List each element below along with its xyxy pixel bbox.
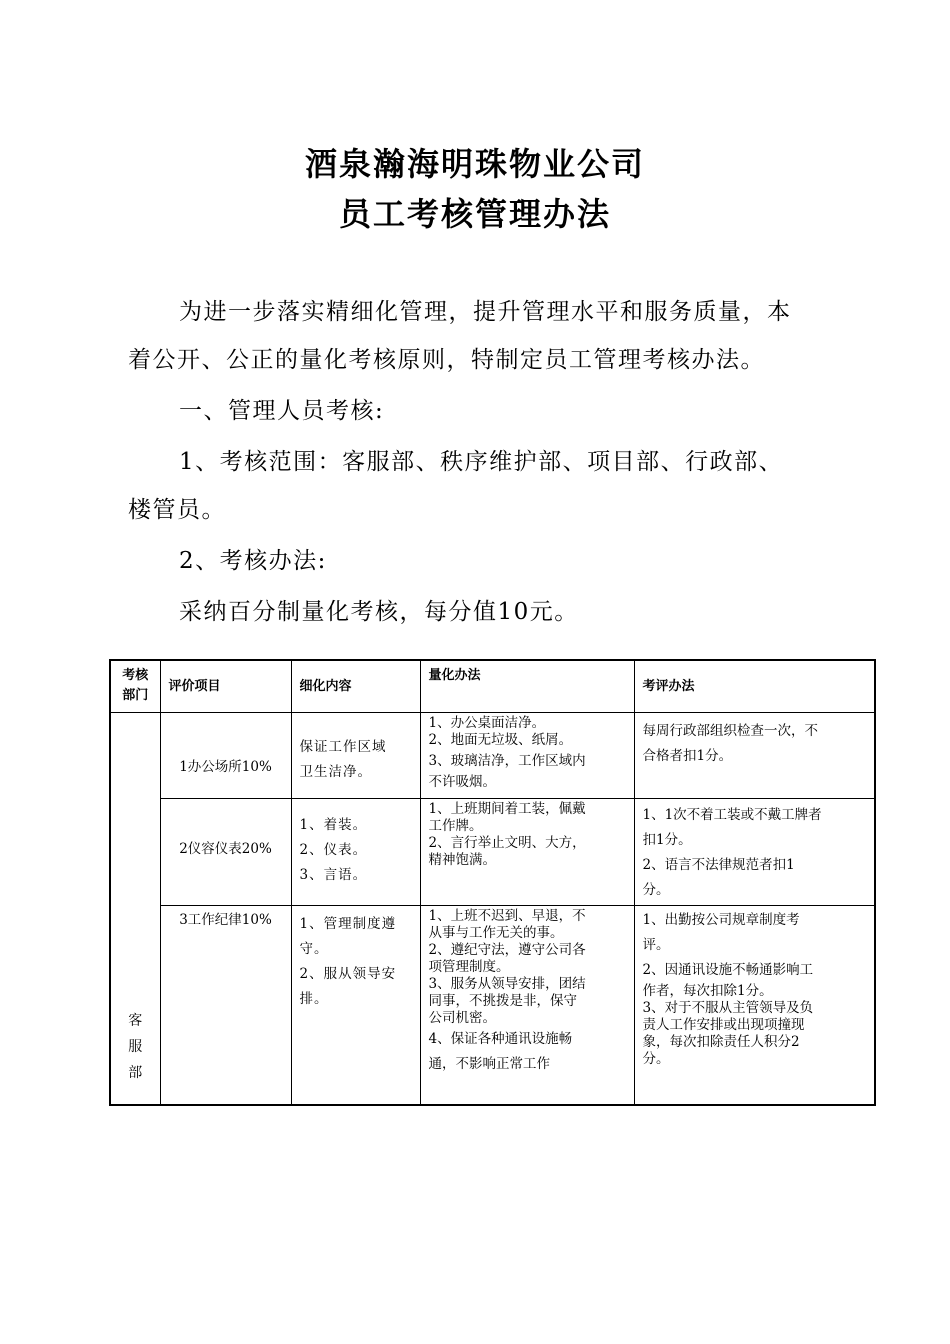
header-detail: 细化内容 [291,660,420,712]
dept-cell-customer-service: 客 服 部 [110,712,160,1105]
intro-paragraph-line1: 为进一步落实精细化管理，提升管理水平和服务质量，本 [179,299,792,325]
item-cell: 3工作纪律10% [160,905,291,1105]
document-title-line1: 酒泉瀚海明珠物业公司 [304,145,645,183]
method-heading: 2、考核办法: [179,548,327,574]
table-row [110,798,875,905]
table-header-row [110,660,875,712]
item-cell: 2仪容仪表20% [160,798,291,905]
eval-cell: 1、1次不着工装或不戴工牌者 扣1分。 2、语言不法律规范者扣1 分。 [634,798,875,905]
header-dept: 考核 部门 [110,660,160,712]
eval-cell: 1、出勤按公司规章制度考 评。 2、因通讯设施不畅通影响工 作者，每次扣除1分。 3、对于不服从主管领导及负 责人工作安排或出现项撞现 象，每次扣除责任人积分2 分。 [634,905,875,1105]
header-item: 评价项目 [160,660,291,712]
header-eval: 考评办法 [634,660,875,712]
scope-line2: 楼管员。 [128,497,226,523]
method-text: 采纳百分制量化考核，每分值10元。 [179,599,579,625]
assessment-table [109,659,876,1106]
quant-cell: 1、上班期间着工装，佩戴 工作牌。 2、言行举止文明、大方， 精神饱满。 [420,798,634,905]
table-row [110,905,875,1105]
table-row [110,712,875,798]
quant-cell: 1、上班不迟到、早退，不 从事与工作无关的事。 2、遵纪守法，遵守公司各 项管理制度。 3、服务从领导安排，团结 同事，不挑拨是非，保守 公司机密。 4、保证各种通讯设施畅 通，不影响正常工作 [420,905,634,1105]
item-cell: 1办公场所10% [160,712,291,798]
section1-heading: 一、管理人员考核: [179,398,385,424]
detail-cell: 1、管理制度遵 守。 2、服从领导安 排。 [291,905,420,1105]
quant-cell: 1、办公桌面洁净。 2、地面无垃圾、纸屑。 3、玻璃洁净，工作区域内 不许吸烟。 [420,712,634,798]
scope-line1: 1、考核范围：客服部、秩序维护部、项目部、行政部、 [179,449,784,475]
eval-cell: 每周行政部组织检查一次，不 合格者扣1分。 [634,712,875,798]
header-quant: 量化办法 [420,660,634,712]
document-title-line2: 员工考核管理办法 [338,195,611,233]
detail-cell: 保证工作区域 卫生洁净。 [291,712,420,798]
intro-paragraph-line2: 着公开、公正的量化考核原则，特制定员工管理考核办法。 [128,347,765,373]
detail-cell: 1、着装。 2、仪表。 3、言语。 [291,798,420,905]
